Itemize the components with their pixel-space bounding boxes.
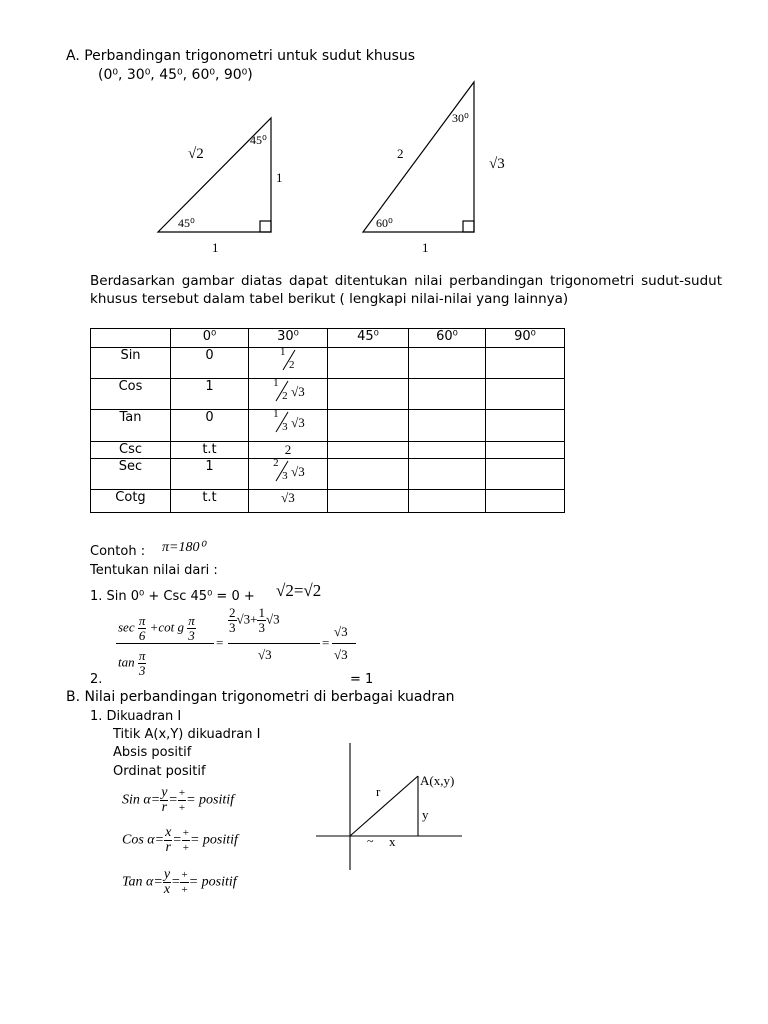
- table-intro-paragraph: Berdasarkan gambar diatas dapat ditentukan nilai perbandingan trigonometri sudut-sudut khusus tersebut dalam tabel berikut ( lengkapi nilai-nilai yang lainnya): [90, 273, 722, 307]
- frac-num: 1: [273, 377, 279, 389]
- table-row: [91, 459, 565, 490]
- right-numerator: √3: [334, 624, 348, 639]
- quadrant-item-1: 1. Dikuadran I: [90, 709, 182, 724]
- frac-num: 2: [273, 457, 279, 469]
- cell-cotg-0: t.t: [171, 490, 249, 513]
- triangle-30-60: [363, 82, 474, 232]
- right-angle-mark-30: [463, 221, 474, 232]
- table-row: [91, 379, 565, 410]
- right-denominator: √3: [334, 647, 348, 662]
- header-45: 45⁰: [328, 329, 409, 348]
- row-label-cotg: Cotg: [91, 490, 171, 513]
- right-fraction-bar: [332, 643, 356, 644]
- row-label-sin: Sin: [91, 348, 171, 379]
- special-angles: (0⁰, 30⁰, 45⁰, 60⁰, 90⁰): [98, 67, 253, 83]
- main-fraction-bar: [116, 643, 214, 644]
- table-row: [91, 442, 565, 459]
- cell-sec-30: [249, 459, 328, 490]
- frac-den: 3: [282, 421, 288, 433]
- example-1-result: √2=√2: [276, 581, 322, 600]
- tri30-hyp: 2: [397, 146, 404, 161]
- tan-formula: Tan α= $\frac{y}{x}$ = + + = positif: [122, 867, 237, 897]
- tri45-side-bottom: 1: [212, 240, 219, 255]
- sec-term: sec $\frac{\pi}{6}$ +cot g $\frac{\pi}{3}$: [118, 613, 195, 643]
- cell-tan-30: [249, 410, 328, 442]
- cell-csc-0: t.t: [171, 442, 249, 459]
- header-0: 0⁰: [171, 329, 249, 348]
- r-label: r: [376, 784, 381, 799]
- quadrant-line-3: Ordinat positif: [113, 764, 206, 779]
- header-blank: [91, 329, 171, 348]
- cos-formula: Cos α= $\frac{x}{r}$ = + + = positif: [122, 825, 238, 855]
- equals-1: =: [216, 635, 224, 650]
- trig-table: [90, 328, 565, 513]
- tan-term: tan $\frac{\pi}{3}$: [118, 648, 146, 678]
- cell-cos-30: [249, 379, 328, 410]
- header-90: 90⁰: [486, 329, 565, 348]
- cell-sin-0: 0: [171, 348, 249, 379]
- cell-cos-0: 1: [171, 379, 249, 410]
- middle-fraction-bar: [228, 643, 320, 644]
- example-2-result: = 1: [350, 672, 374, 687]
- example-1: 1. Sin 0⁰ + Csc 45⁰ = 0 +: [90, 589, 255, 604]
- cell-csc-30: 2: [249, 442, 328, 459]
- middle-denominator: √3: [258, 647, 272, 662]
- section-b-heading: B. Nilai perbandingan trigonometri di berbagai kuadran: [66, 689, 455, 705]
- row-label-tan: Tan: [91, 410, 171, 442]
- tri30-angle-top: 30⁰: [452, 111, 469, 125]
- table-row: [91, 348, 565, 379]
- example-2-number: 2.: [90, 672, 103, 687]
- y-label: y: [422, 807, 429, 822]
- frac-den: 3: [282, 470, 288, 482]
- row-label-sec: Sec: [91, 459, 171, 490]
- tri45-angle-bottom: 45⁰: [178, 216, 195, 230]
- tri30-side-bottom: 1: [422, 240, 429, 255]
- section-a-heading: A. Perbandingan trigonometri untuk sudut khusus: [66, 48, 416, 64]
- cell-tan-0: 0: [171, 410, 249, 442]
- right-angle-mark-45: [260, 221, 271, 232]
- cell-sin-30: [249, 348, 328, 379]
- tentukan-text: Tentukan nilai dari :: [90, 563, 218, 578]
- tri30-side-right: √3: [489, 156, 505, 172]
- pi-definition: π=180⁰: [162, 540, 206, 555]
- equals-2: =: [322, 635, 330, 650]
- table-header-row: [91, 329, 565, 348]
- tri45-angle-top: 45⁰: [250, 133, 267, 147]
- x-label: x: [389, 834, 396, 849]
- frac-num: 1: [273, 408, 279, 420]
- header-30: 30⁰: [249, 329, 328, 348]
- frac-num: 1: [280, 346, 286, 358]
- tri45-side-right: 1: [276, 170, 283, 185]
- example-2-expression: [116, 606, 346, 681]
- quadrant-line-1: Titik A(x,Y) dikuadran I: [113, 727, 261, 742]
- root-three: √3: [291, 384, 305, 399]
- cell-cotg-30: √3: [249, 490, 328, 513]
- alpha-mark: ~: [367, 834, 374, 848]
- header-60: 60⁰: [409, 329, 486, 348]
- root-three: √3: [291, 464, 305, 479]
- frac-den: 2: [289, 359, 295, 371]
- row-label-cos: Cos: [91, 379, 171, 410]
- tri30-angle-bottom: 60⁰: [376, 216, 393, 230]
- contoh-label: Contoh :: [90, 544, 146, 559]
- middle-numerator: $\frac{2}{3}$ √3+ $\frac{1}{3}$ √3: [229, 605, 280, 635]
- root-three: √3: [291, 415, 305, 430]
- tri45-hyp: √2: [188, 146, 204, 162]
- cell-sec-0: 1: [171, 459, 249, 490]
- frac-den: 2: [282, 390, 288, 402]
- quadrant-line-2: Absis positif: [113, 745, 192, 760]
- table-row: [91, 490, 565, 513]
- radius-line: [350, 776, 418, 836]
- sin-formula: Sin α= $\frac{y}{r}$ = + + = positif: [122, 785, 235, 815]
- point-a-label: A(x,y): [420, 773, 455, 788]
- table-row: [91, 410, 565, 442]
- row-label-csc: Csc: [91, 442, 171, 459]
